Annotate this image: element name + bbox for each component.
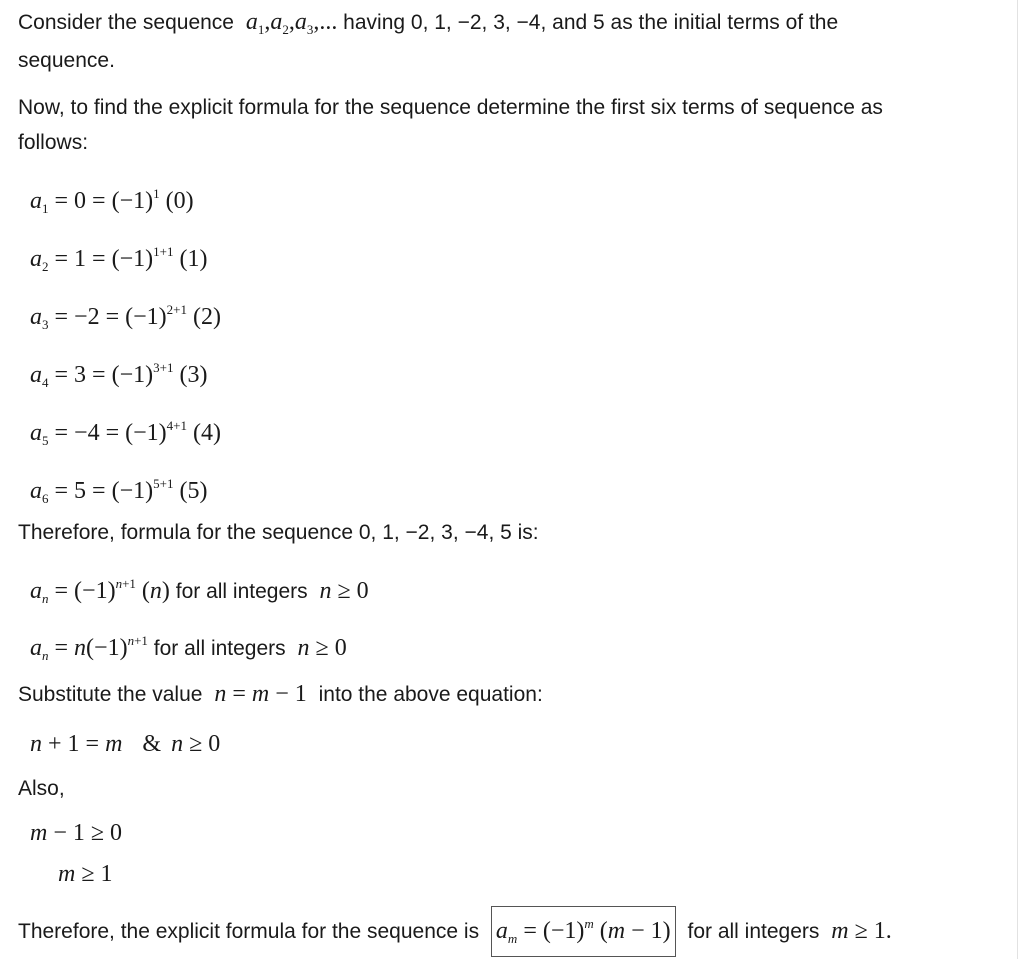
- condition: n ≥ 0: [319, 578, 369, 604]
- final-line: [18, 906, 892, 957]
- inequality-2: m ≥ 1: [58, 861, 113, 887]
- formula-line-1: [30, 566, 369, 617]
- term-equation: $a_2 = 1 = (-1)^{1+1}$ (1): [30, 244, 208, 274]
- sequence-notation: $a_1,a_2,a_3$,...: [245, 9, 338, 37]
- substitution: n = m − 1: [214, 681, 313, 707]
- intro-line-1: [18, 4, 838, 48]
- formula-1: $a_n = (-1)^{n+1}$ (n): [30, 576, 170, 606]
- for-all-text: for all integers: [153, 637, 286, 660]
- page-border: [1017, 0, 1018, 959]
- substitute-line: [18, 676, 543, 713]
- final-text: for all integers: [687, 920, 820, 943]
- substitute-text: Substitute the value: [18, 683, 203, 706]
- final-condition: m ≥ 1.: [831, 918, 892, 944]
- intro-line-2: sequence.: [18, 49, 115, 72]
- final-text: Therefore, the explicit formula for the sequence is: [18, 920, 480, 943]
- also-line: Also,: [18, 777, 65, 800]
- inequality-1: m − 1 ≥ 0: [30, 820, 123, 846]
- intro-text: having 0, 1, −2, 3, −4, and 5 as the initial terms of the: [343, 11, 839, 34]
- term-equation: $a_5 = -4 = (-1)^{4+1}$ (4): [30, 418, 221, 448]
- relation-line: n + 1 = m & n ≥ 0: [30, 731, 221, 757]
- term-equation: $a_6 = 5 = (-1)^{5+1}$ (5): [30, 476, 208, 506]
- substitute-text: into the above equation:: [318, 683, 543, 706]
- for-all-text: for all integers: [175, 580, 308, 603]
- intro-line-3: Now, to find the explicit formula for the sequence determine the first six terms of sequence as: [18, 96, 883, 119]
- intro-line-4: follows:: [18, 131, 89, 154]
- term-equation: $a_1 = 0 = (-1)^1$ (0): [30, 186, 194, 216]
- intro-text: Consider the sequence: [18, 11, 234, 34]
- term-equation: $a_3 = -2 = (-1)^{2+1}$ (2): [30, 302, 221, 332]
- final-formula-box: $a_m = (-1)^m$ (m − 1): [491, 906, 676, 957]
- condition: n ≥ 0: [297, 635, 347, 661]
- term-equation: $a_4 = 3 = (-1)^{3+1}$ (3): [30, 360, 208, 390]
- formula-2: $a_n = n(-1)^{n+1}$: [30, 633, 148, 663]
- therefore-line: Therefore, formula for the sequence 0, 1, −2, 3, −4, 5 is:: [18, 521, 539, 544]
- formula-line-2: [30, 623, 347, 674]
